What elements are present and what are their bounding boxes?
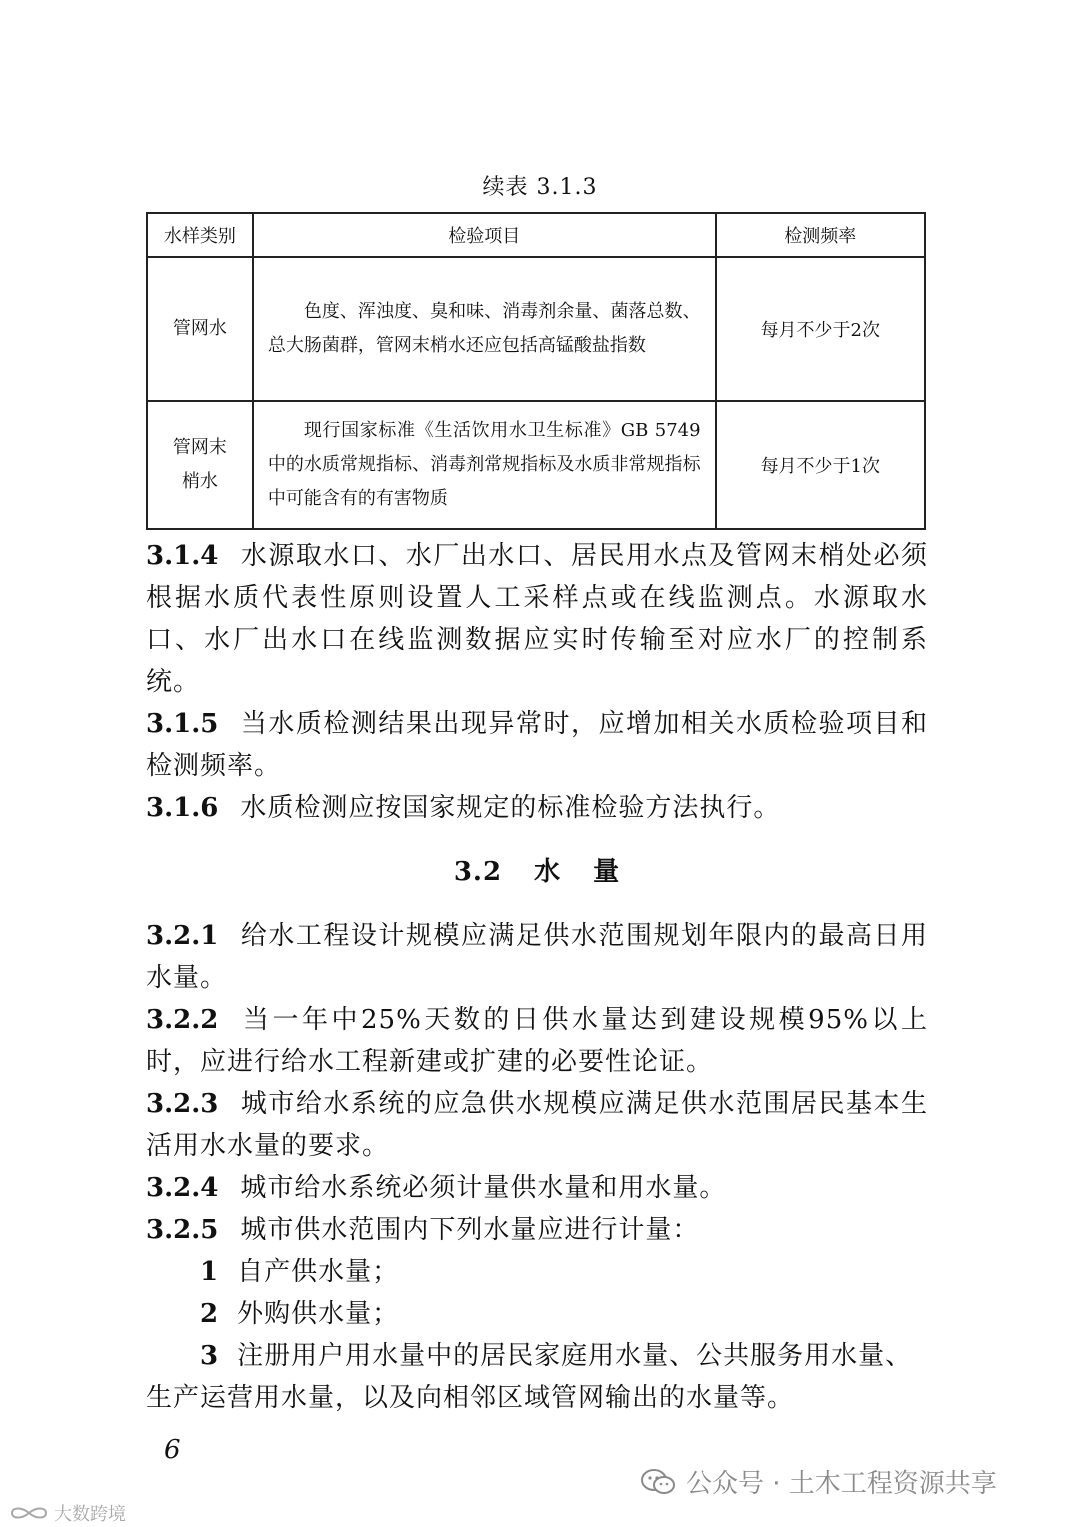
header-frequency: 检测频率	[716, 213, 925, 257]
clause-number: 3.2.5	[146, 1215, 219, 1245]
clause-number: 3.1.6	[146, 793, 219, 823]
list-item-number: 1	[200, 1257, 220, 1287]
clause-3-2-4	[146, 1167, 928, 1209]
cell-category: 管网水	[147, 257, 253, 401]
clause-3-2-5	[146, 1209, 928, 1251]
header-test-items: 检验项目	[253, 213, 716, 257]
list-item-continuation: 生产运营用水量，以及向相邻区域管网输出的水量等。	[146, 1383, 795, 1413]
clause-text: 当水质检测结果出现异常时，应增加相关水质检验项目和检测频率。	[146, 709, 928, 781]
clause-number: 3.2.3	[146, 1089, 219, 1119]
watermark-text: 公众号 · 土木工程资源共享	[686, 1469, 997, 1499]
clause-3-1-5	[146, 703, 928, 787]
clause-number: 3.1.4	[146, 541, 219, 571]
list-item-text: 自产供水量；	[237, 1257, 400, 1287]
clause-text: 当一年中25%天数的日供水量达到建设规模95%以上时，应进行给水工程新建或扩建的必要性论证。	[146, 1005, 928, 1077]
clause-text: 城市给水系统必须计量供水量和用水量。	[240, 1173, 727, 1203]
body-text	[146, 535, 928, 1419]
clause-3-1-6	[146, 787, 928, 829]
clause-3-2-3	[146, 1083, 928, 1167]
list-item-text: 注册用户用水量中的居民家庭用水量、公共服务用水量、	[237, 1341, 913, 1371]
watermark-left	[8, 1500, 126, 1526]
list-item-number: 2	[200, 1299, 220, 1329]
clause-number: 3.2.1	[146, 921, 219, 951]
table-row	[147, 401, 925, 529]
clause-text: 给水工程设计规模应满足供水范围规划年限内的最高日用水量。	[146, 921, 928, 993]
cell-frequency: 每月不少于2次	[716, 257, 925, 401]
page-number: 6	[164, 1435, 181, 1465]
infinity-icon	[8, 1505, 50, 1521]
list-item-text: 外购供水量；	[237, 1299, 400, 1329]
table-row	[147, 257, 925, 401]
list-item	[146, 1251, 928, 1293]
clause-3-2-1	[146, 915, 928, 999]
clause-number: 3.2.2	[146, 1005, 219, 1035]
clause-3-1-4	[146, 535, 928, 703]
clause-text: 城市供水范围内下列水量应进行计量：	[240, 1215, 700, 1245]
wechat-icon	[640, 1468, 676, 1496]
water-quality-table	[146, 212, 926, 530]
clause-text: 城市给水系统的应急供水规模应满足供水范围居民基本生活用水水量的要求。	[146, 1089, 928, 1161]
cell-category: 管网末梢水	[147, 401, 253, 529]
section-title: 3.2 水 量	[453, 857, 621, 887]
table-header-row	[147, 213, 925, 257]
cell-items: 色度、浑浊度、臭和味、消毒剂余量、菌落总数、总大肠菌群，管网末梢水还应包括高锰酸盐指数	[253, 257, 716, 401]
clause-text: 水质检测应按国家规定的标准检验方法执行。	[240, 793, 781, 823]
clause-3-2-2	[146, 999, 928, 1083]
cell-frequency: 每月不少于1次	[716, 401, 925, 529]
header-sample-type: 水样类别	[147, 213, 253, 257]
list-item	[146, 1293, 928, 1335]
list-item-number: 3	[200, 1341, 220, 1371]
clause-text: 水源取水口、水厂出水口、居民用水点及管网末梢处必须根据水质代表性原则设置人工采样点或在线监测点。水源取水口、水厂出水口在线监测数据应实时传输至对应水厂的控制系统。	[146, 541, 928, 697]
clause-number: 3.1.5	[146, 709, 219, 739]
table-caption: 续表 3.1.3	[482, 175, 598, 200]
watermark	[640, 1463, 997, 1500]
clause-number: 3.2.4	[146, 1173, 219, 1203]
list-item	[146, 1335, 928, 1377]
watermark-left-text: 大数跨境	[54, 1504, 126, 1525]
cell-items: 现行国家标准《生活饮用水卫生标准》GB 5749中的水质常规指标、消毒剂常规指标及水质非常规指标中可能含有的有害物质	[253, 401, 716, 529]
